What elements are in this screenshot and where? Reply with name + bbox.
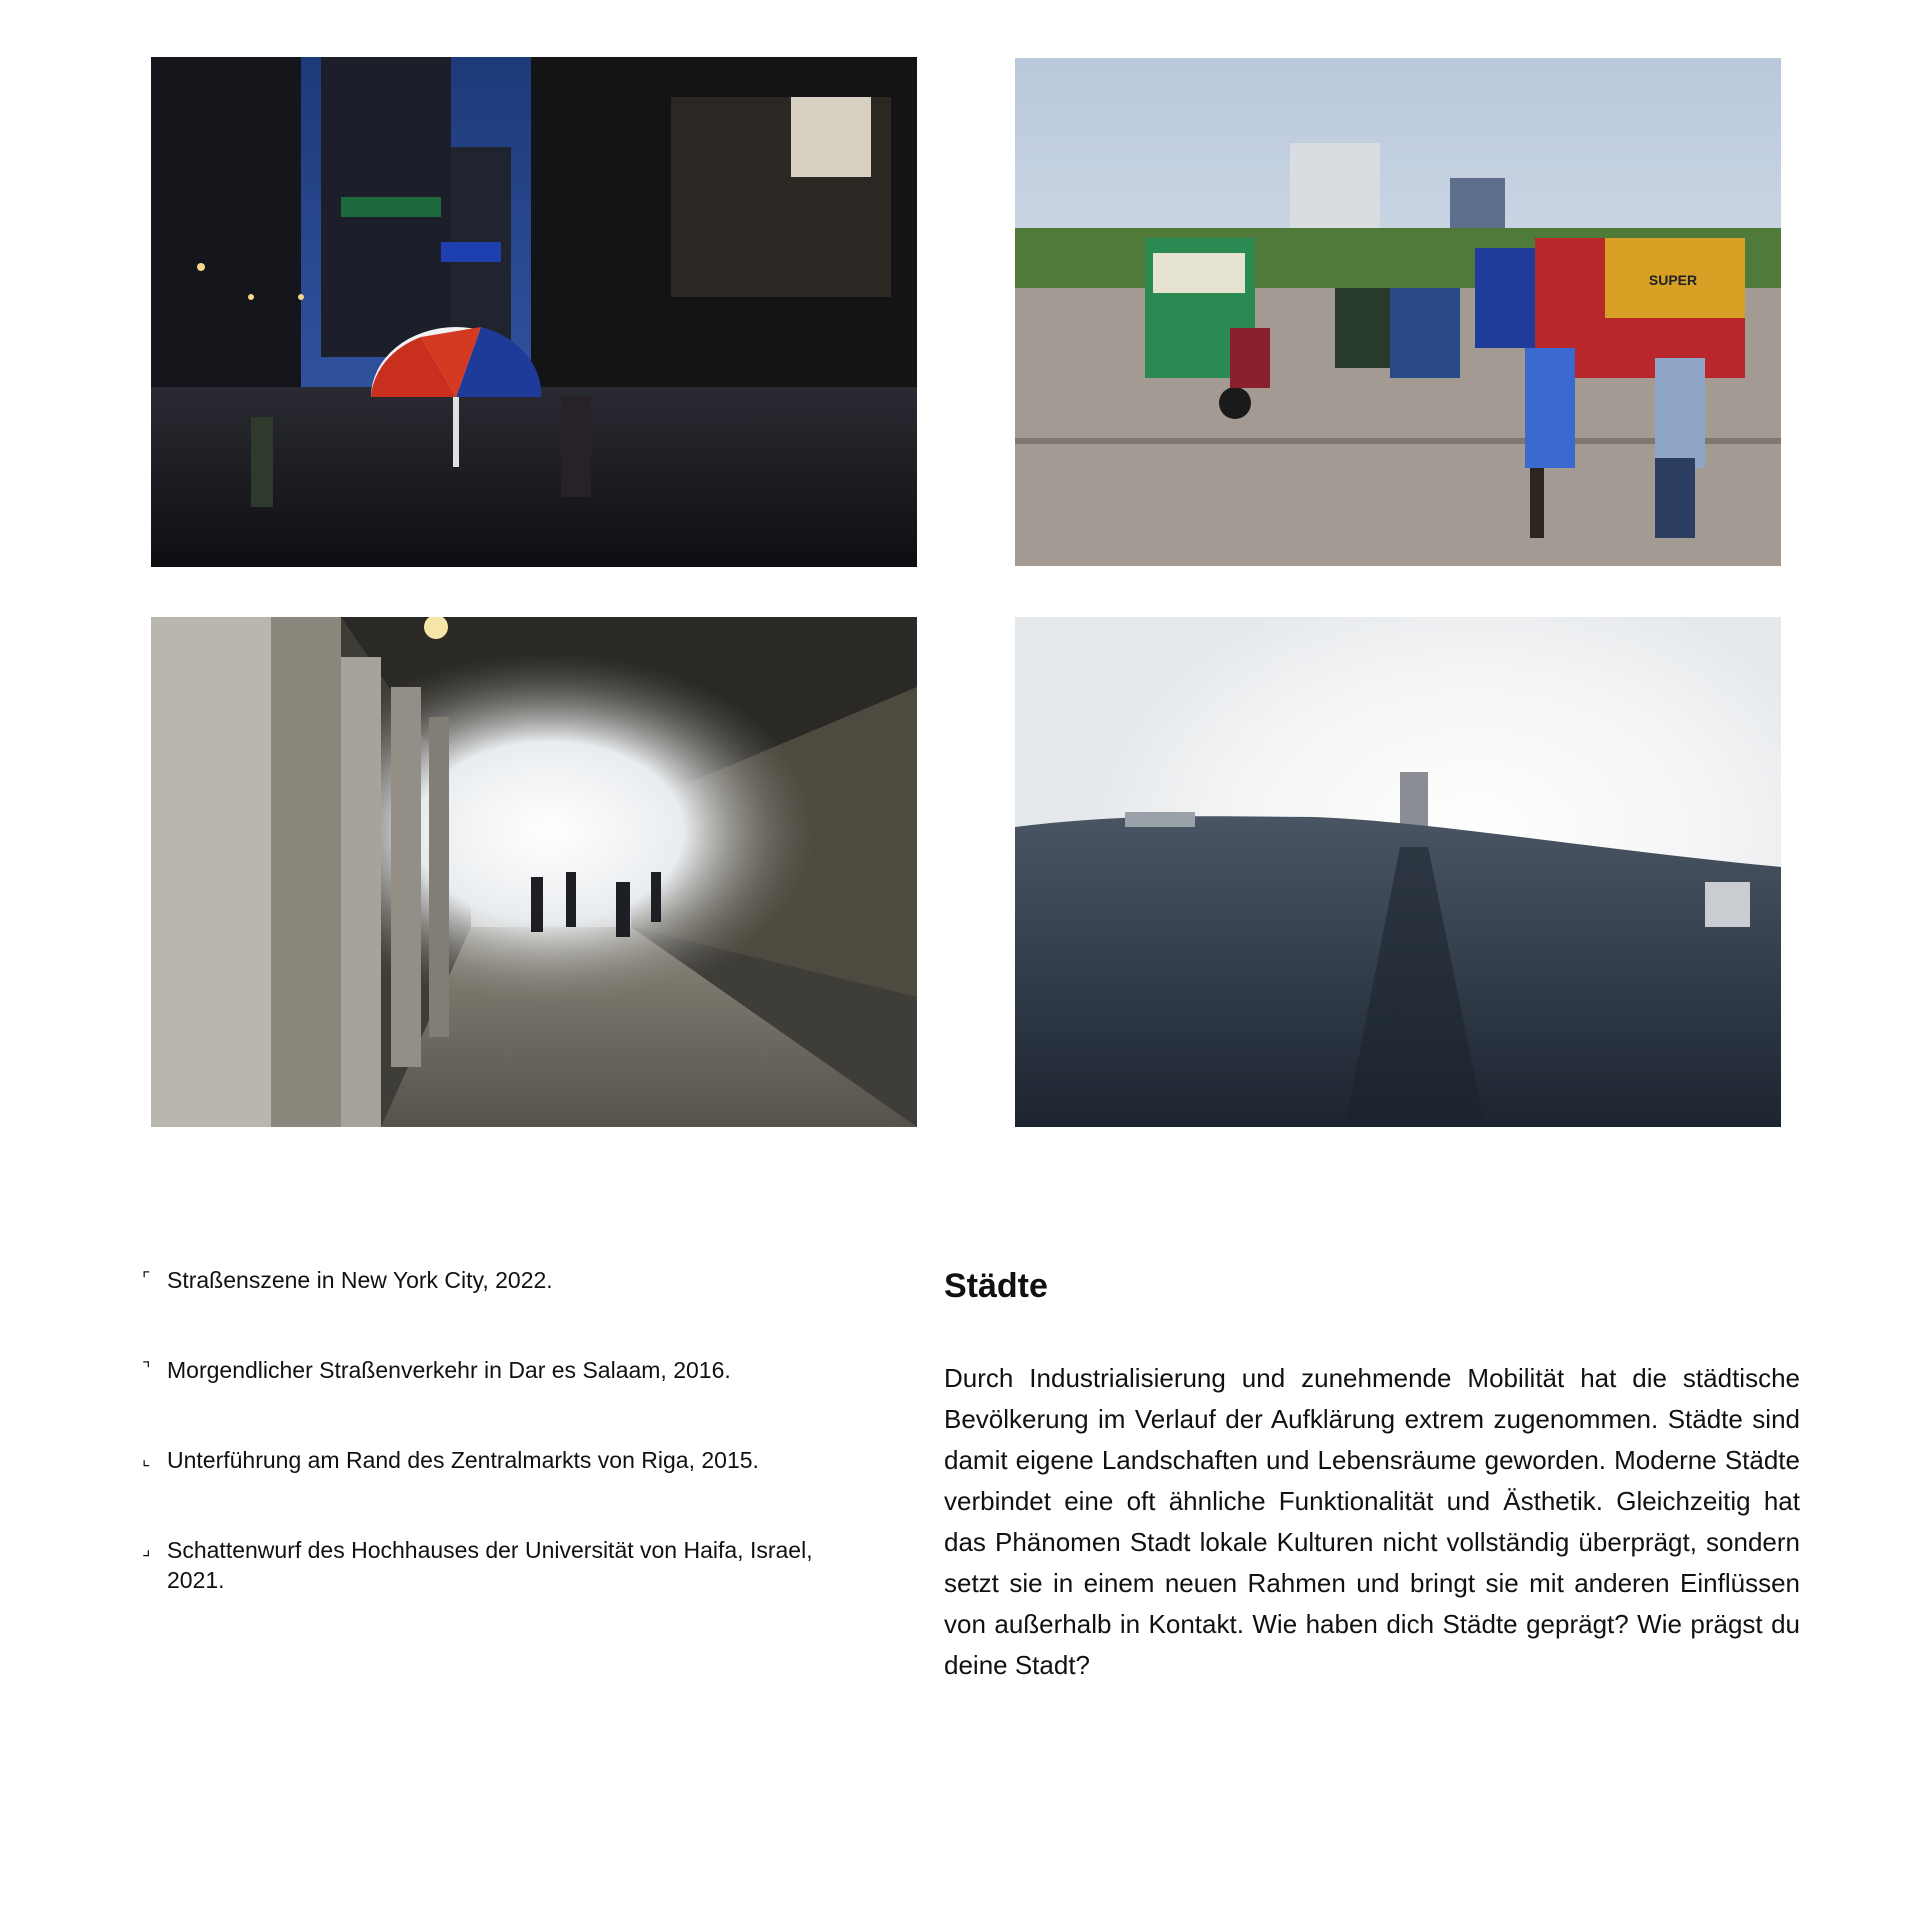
caption-item — [142, 1445, 842, 1475]
caption-text: Straßenszene in New York City, 2022. — [167, 1267, 553, 1293]
caption-item — [142, 1265, 842, 1295]
truck-label: SUPER — [1648, 272, 1698, 288]
article-body: Durch Industrialisierung und zunehmende Mobilität hat die städtische Bevölkerung im Verlauf der Aufklärung extrem zugenommen. Städte sind damit eigene Landschaften und Lebensräume geworden. Moderne Städte verbindet eine oft ähnliche Funktionalität und Ästhetik. Gleichzeitig hat das Phänomen Stadt lokale Kulturen nicht vollständig überprägt, sondern setzt sie in einem neuen Rahmen und bringt sie mit anderen Einflüssen von außerhalb in Kontakt. Wie haben dich Städte geprägt? Wie prägst du deine Stadt? — [944, 1363, 1800, 1680]
photo-riga-underpass — [151, 617, 917, 1127]
photo-haifa-tower-shadow — [1015, 617, 1781, 1127]
caption-text: Schattenwurf des Hochhauses der Universität von Haifa, Israel, 2021. — [167, 1537, 813, 1593]
caption-text: Morgendlicher Straßenverkehr in Dar es Salaam, 2016. — [167, 1357, 731, 1383]
caption-list — [142, 1265, 842, 1655]
caption-item — [142, 1535, 842, 1595]
corner-top-left-icon: ⌜ — [142, 1269, 151, 1290]
corner-bottom-left-icon: ⌞ — [142, 1449, 151, 1470]
caption-item — [142, 1355, 842, 1385]
photo-haifa-tower-shadow-image — [1015, 617, 1781, 1127]
photo-new-york-street-image — [151, 57, 917, 567]
photo-riga-underpass-image — [151, 617, 917, 1127]
photo-new-york-street — [151, 57, 917, 567]
corner-bottom-right-icon: ⌟ — [142, 1539, 151, 1560]
photo-dar-es-salaam-traffic-image — [1015, 58, 1781, 566]
article — [944, 1262, 1800, 1686]
corner-top-right-icon: ⌝ — [142, 1359, 151, 1380]
photo-dar-es-salaam-traffic — [1015, 58, 1781, 566]
article-title: Städte — [944, 1267, 1048, 1305]
caption-text: Unterführung am Rand des Zentralmarkts von Riga, 2015. — [167, 1447, 759, 1473]
